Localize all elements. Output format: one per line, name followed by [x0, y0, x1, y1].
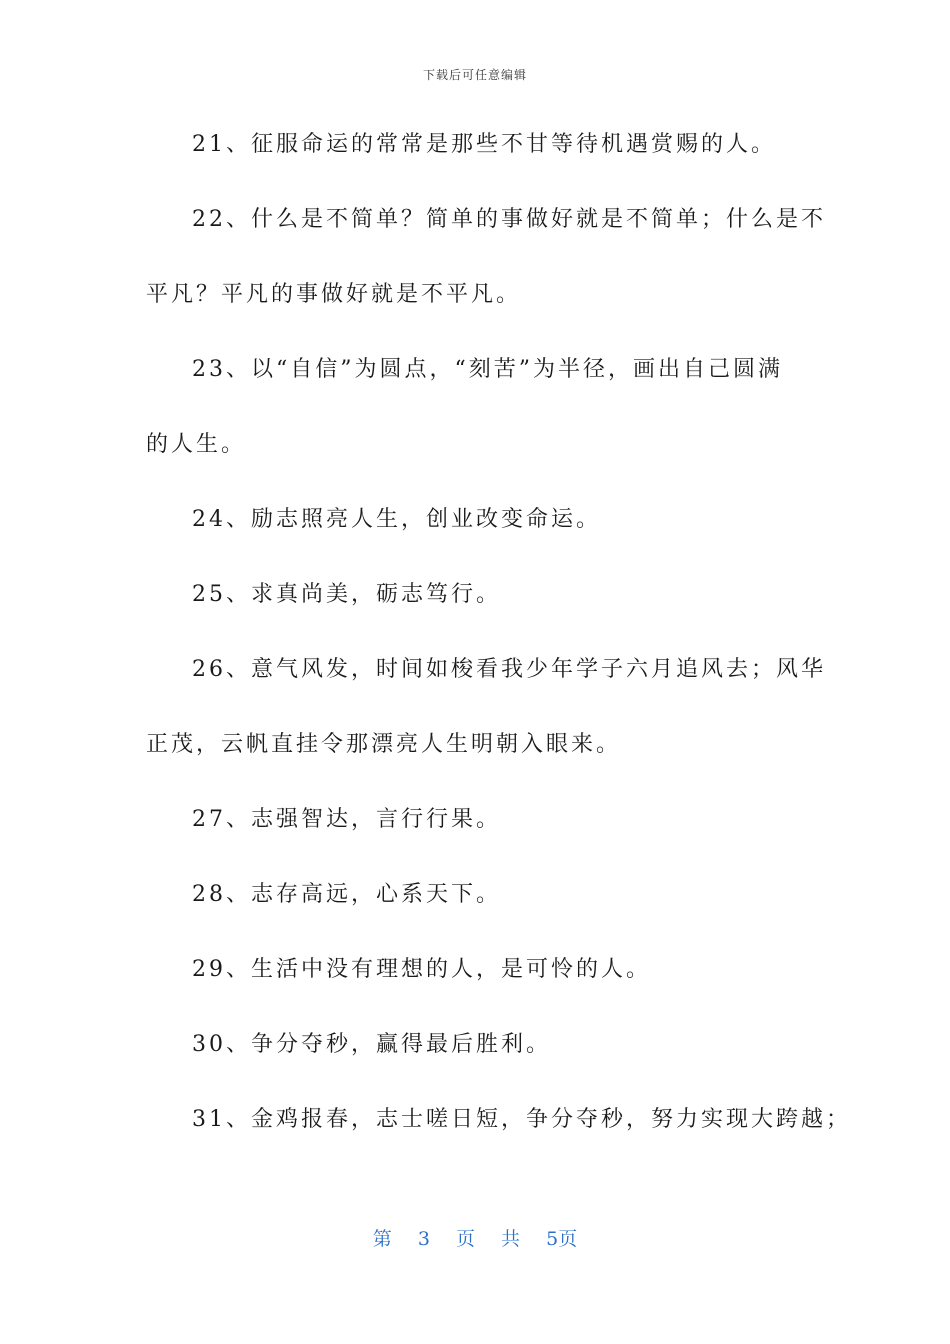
paragraph-line: 27、志强智达，言行行果。 — [192, 807, 501, 832]
current-page-number: 3 — [417, 1228, 430, 1250]
paragraph-line: 25、求真尚美，砺志笃行。 — [192, 582, 501, 607]
paragraph-line: 29、生活中没有理想的人，是可怜的人。 — [192, 957, 651, 982]
paragraph-line: 24、励志照亮人生，创业改变命运。 — [192, 507, 601, 532]
page-label-mid: 页 — [455, 1228, 475, 1250]
total-label: 共 — [501, 1228, 521, 1250]
page-footer — [0, 1224, 950, 1251]
paragraph-line: 22、什么是不简单？简单的事做好就是不简单；什么是不 — [192, 207, 826, 232]
document-body — [146, 126, 851, 1176]
header-note: 下载后可任意编辑 — [422, 68, 527, 82]
paragraph-line: 26、意气风发，时间如梭看我少年学子六月追风去；风华 — [192, 657, 826, 682]
paragraph-line: 31、金鸡报春，志士嗟日短，争分夺秒，努力实现大跨越； — [192, 1107, 851, 1132]
paragraph-line: 正茂，云帆直挂令那漂亮人生明朝入眼来。 — [146, 732, 622, 757]
page-label-prefix: 第 — [372, 1228, 392, 1250]
paragraph-line: 30、争分夺秒，赢得最后胜利。 — [192, 1032, 551, 1057]
total-pages: 5页 — [546, 1228, 578, 1250]
paragraph-line: 21、征服命运的常常是那些不甘等待机遇赏赐的人。 — [192, 132, 776, 157]
paragraph-line: 平凡？平凡的事做好就是不平凡。 — [146, 282, 522, 307]
paragraph-line: 28、志存高远，心系天下。 — [192, 882, 501, 907]
paragraph-line: 23、以“自信”为圆点，“刻苦”为半径，画出自己圆满 — [192, 357, 783, 382]
paragraph-line: 的人生。 — [146, 432, 247, 457]
